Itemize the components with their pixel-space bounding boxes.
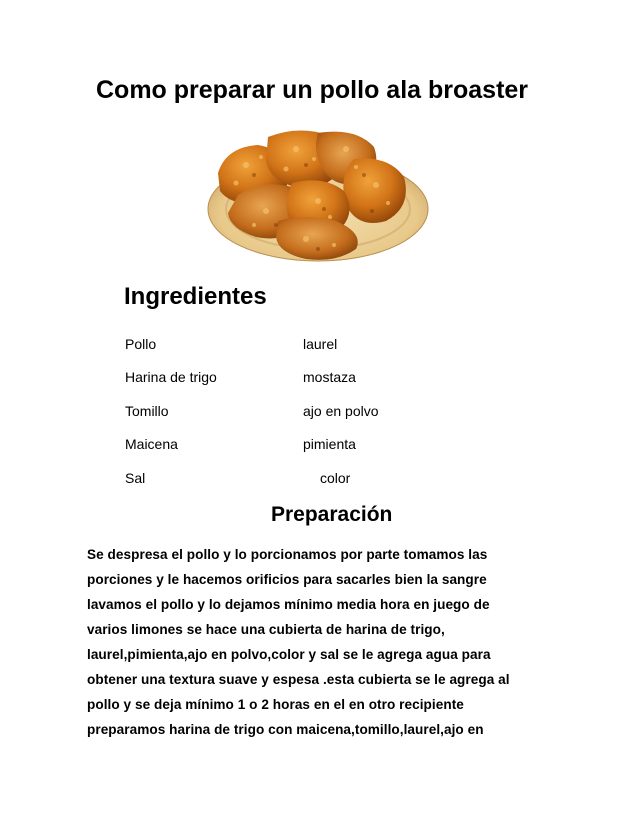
- preparation-line: obtener una textura suave y espesa .esta cubierta se le agrega al: [87, 672, 510, 687]
- ingredient-item: laurel: [303, 336, 338, 352]
- ingredient-item: mostaza: [303, 369, 356, 385]
- ingredient-item: Pollo: [125, 336, 157, 352]
- preparation-line: preparamos harina de trigo con maicena,tomillo,laurel,ajo en: [87, 722, 484, 737]
- ingredient-item: pimienta: [303, 436, 356, 452]
- ingredient-item: Harina de trigo: [125, 369, 217, 385]
- ingredient-item: ajo en polvo: [303, 403, 379, 419]
- ingredient-item: Tomillo: [125, 403, 169, 419]
- preparation-line: varios limones se hace una cubierta de harina de trigo,: [87, 622, 445, 637]
- ingredient-item: Sal: [125, 470, 146, 486]
- preparation-line: laurel,pimienta,ajo en polvo,color y sal se le agrega agua para: [87, 647, 491, 662]
- page-title: Como preparar un pollo ala broaster: [96, 76, 529, 104]
- fried-chicken-plate-icon: [206, 125, 430, 267]
- preparation-line: porciones y le hacemos orificios para sacarles bien la sangre: [87, 572, 487, 587]
- preparation-line: Se despresa el pollo y lo porcionamos por parte tomamos las: [87, 547, 488, 562]
- preparation-line: pollo y se deja mínimo 1 o 2 horas en el en otro recipiente: [87, 697, 464, 712]
- ingredient-item: Maicena: [125, 436, 178, 452]
- ingredient-item: color: [320, 470, 351, 486]
- preparation-heading: Preparación: [271, 503, 393, 526]
- ingredients-heading: Ingredientes: [124, 283, 267, 310]
- preparation-line: lavamos el pollo y lo dejamos mínimo media hora en juego de: [87, 597, 490, 612]
